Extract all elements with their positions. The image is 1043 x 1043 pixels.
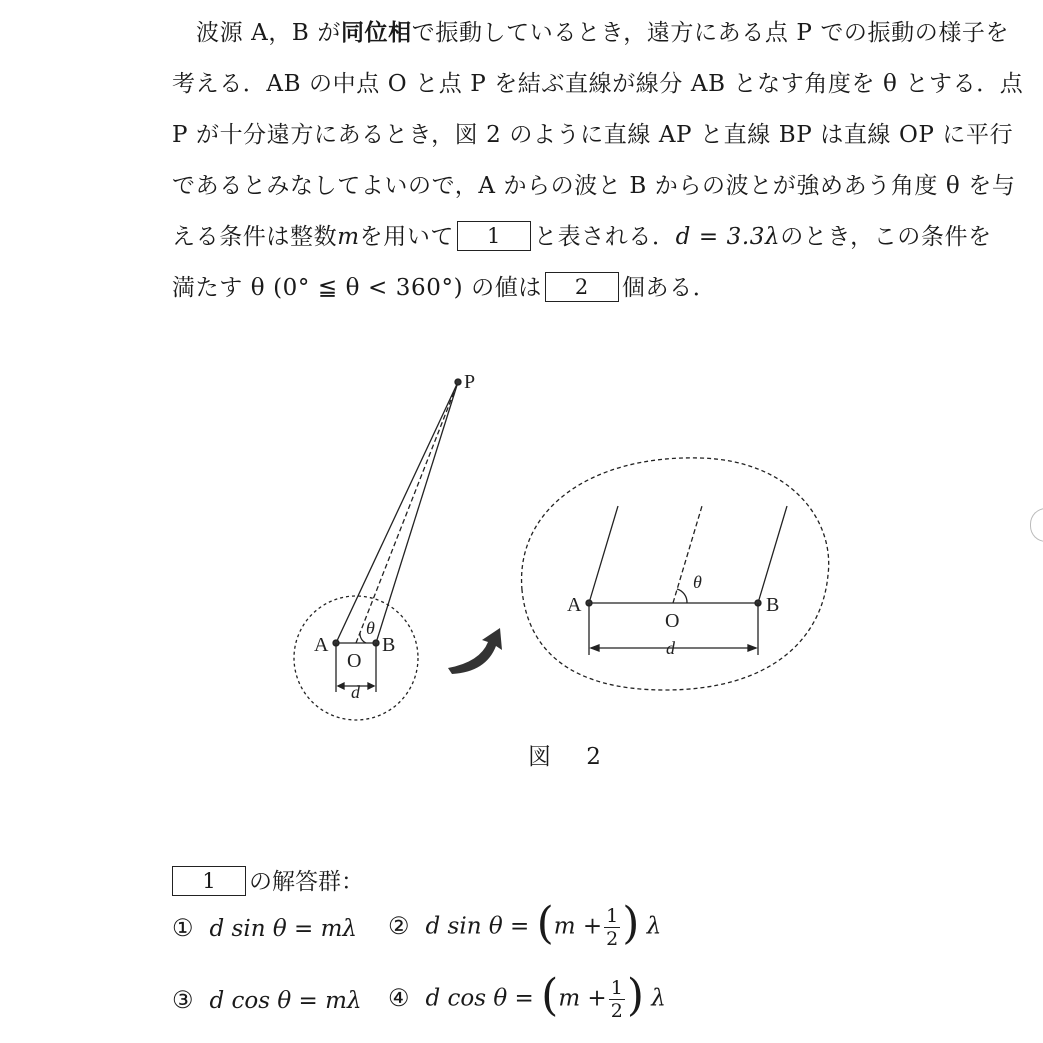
- label-B-large: B: [766, 594, 780, 616]
- line-A-parallel: [589, 506, 618, 603]
- paragraph-line-6: [172, 263, 932, 314]
- line-B-parallel: [758, 506, 787, 603]
- d-arrowhead-left-small: [338, 683, 344, 689]
- d-arrowhead-right-large: [748, 645, 756, 651]
- figure-2-diagram: [290, 360, 830, 780]
- line5-text-c: と表される．: [534, 224, 676, 250]
- in-phase-emphasis: 同位相: [340, 20, 412, 46]
- figure-2: [290, 360, 830, 780]
- option-4-numerator: 1: [610, 977, 623, 999]
- option-2-lhs: d sin θ =: [425, 913, 530, 940]
- paragraph-line-4: であるとみなしてよいので，A からの波と B からの波とが強めあう角度 θ を与: [172, 173, 1016, 199]
- option-3[interactable]: [172, 986, 362, 1014]
- option-4-lhs: d cos θ =: [425, 985, 534, 1012]
- line1-text-b: で振動しているとき，遠方にある点 P での振動の様子を: [411, 20, 1010, 46]
- option-2-m: m +: [553, 913, 603, 940]
- d-arrowhead-left-large: [591, 645, 599, 651]
- paragraph-line-2: 考える．AB の中点 O と点 P を結ぶ直線が線分 AB となす角度を θ とする．点: [172, 71, 1024, 97]
- paragraph-line-3: P が十分遠方にあるとき，図 2 のように直線 AP と直線 BP は直線 OP に平行: [172, 122, 1014, 148]
- line6-text-b: 個ある．: [621, 275, 717, 301]
- label-B-small: B: [382, 634, 396, 656]
- option-2-fraction: [604, 905, 620, 950]
- problem-paragraph: [172, 8, 1024, 314]
- option-4-lambda: λ: [651, 985, 666, 1012]
- theta-arc-large: [677, 589, 687, 603]
- line5-text-a: える条件は整数: [172, 224, 338, 250]
- option-2-number: ②: [388, 911, 410, 940]
- label-O-large: O: [665, 610, 680, 632]
- answer-blank-2[interactable]: 2: [545, 272, 619, 302]
- answer-heading-text: の解答群：: [249, 869, 364, 895]
- line-OP: [356, 382, 458, 643]
- side-panel-handle[interactable]: [1030, 508, 1043, 542]
- d-arrowhead-right-small: [368, 683, 374, 689]
- option-4-m: m +: [558, 985, 607, 1012]
- line5-text-e: のとき，この条件を: [780, 224, 992, 250]
- option-2[interactable]: ② d sin θ = (m + $\frac{1}{2}$ ) λ: [388, 898, 662, 950]
- large-dashed-ellipse: [522, 458, 829, 690]
- d-equals-expression: d = 3.3λ: [675, 224, 781, 250]
- option-4[interactable]: ④ d cos θ = (m + $\frac{1}{2}$ ) λ: [388, 970, 666, 1022]
- option-3-formula: d cos θ = mλ: [209, 988, 362, 1014]
- option-1-number: ①: [172, 914, 194, 942]
- label-A-small: A: [314, 634, 329, 656]
- paragraph-line-5: [172, 212, 992, 263]
- variable-m: m: [337, 224, 360, 250]
- label-d-small: d: [351, 682, 360, 702]
- answer-choices: [172, 862, 666, 1022]
- label-O-small: O: [347, 650, 362, 672]
- line-BP: [376, 382, 458, 643]
- label-d-large: d: [666, 638, 675, 658]
- label-A-large: A: [567, 594, 582, 616]
- answer-blank-label: 1: [172, 866, 246, 896]
- paragraph-line-1: [172, 8, 1010, 59]
- line6-text-a: 満たす θ (0° ≦ θ < 360°) の値は: [172, 275, 542, 301]
- line-AP: [336, 382, 458, 643]
- option-2-denominator: 2: [606, 928, 619, 950]
- option-1-formula: d sin θ = mλ: [209, 916, 357, 942]
- figure-caption: 図 2: [528, 744, 615, 770]
- option-4-fraction: [609, 977, 625, 1022]
- option-4-number: ④: [388, 983, 410, 1012]
- option-3-number: ③: [172, 986, 194, 1014]
- answer-blank-1[interactable]: 1: [457, 221, 531, 251]
- option-4-denominator: 2: [610, 1000, 623, 1022]
- option-2-numerator: 1: [606, 905, 619, 927]
- label-P: P: [464, 371, 476, 393]
- option-2-lambda: λ: [646, 913, 662, 940]
- label-theta-small: θ: [366, 618, 375, 638]
- curved-arrow-icon: [448, 628, 502, 674]
- option-1[interactable]: [172, 914, 357, 942]
- label-theta-large: θ: [693, 572, 702, 592]
- line5-text-b: を用いて: [359, 224, 455, 250]
- point-P: [455, 379, 461, 385]
- answer-heading: [172, 862, 364, 902]
- line1-text-a: 波源 A，B が: [196, 20, 341, 46]
